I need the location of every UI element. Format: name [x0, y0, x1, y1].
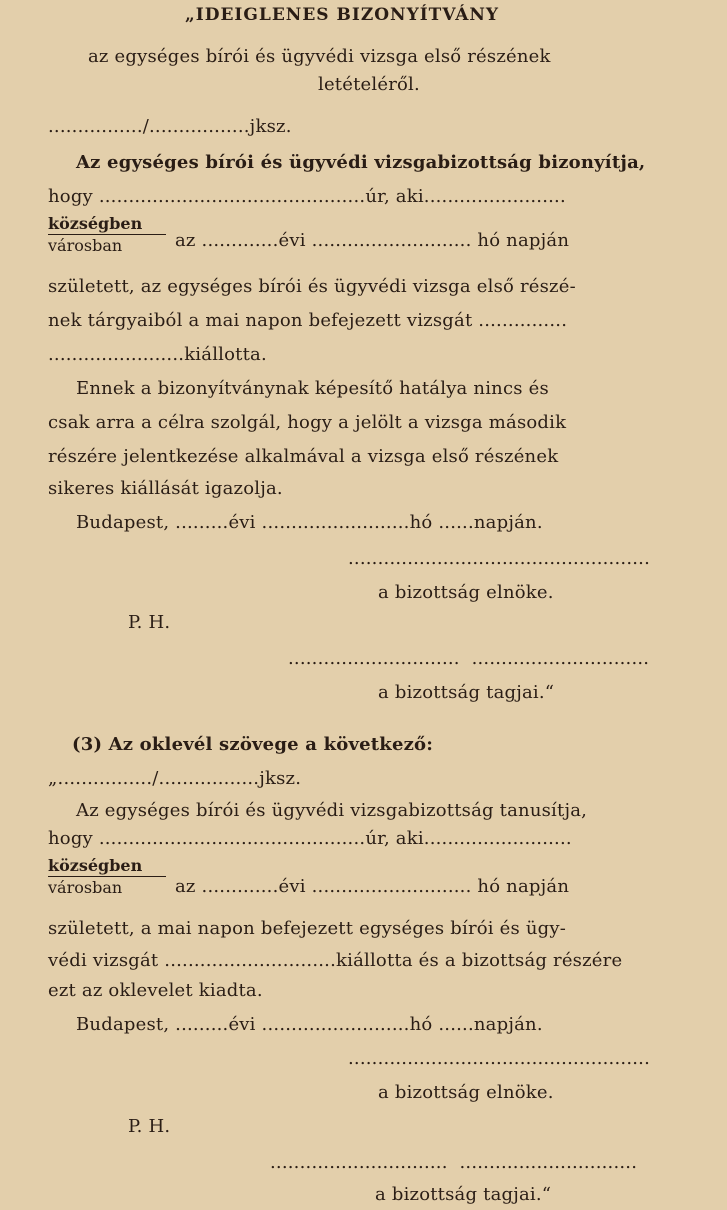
place-option-town: városban — [48, 878, 123, 897]
diploma-chair-signature-line: ................................................... — [348, 1048, 651, 1069]
document-subtitle-line-2: letételéről. — [318, 74, 420, 95]
certificate-chair-label: a bizottság elnöke. — [378, 582, 554, 603]
diploma-intro: (3) Az oklevél szövege a következő: — [72, 734, 434, 755]
diploma-seal-mark: P. H. — [128, 1116, 171, 1137]
diploma-text-line: védi vizsgát .............................kiállotta és a bizottság részére — [48, 950, 623, 971]
certificate-text-line: sikeres kiállását igazolja. — [48, 478, 283, 499]
certificate-text-line: nek tárgyaiból a mai napon befejezett vizsgát ............... — [48, 310, 568, 331]
diploma-members-label: a bizottság tagjai.“ — [375, 1184, 552, 1205]
document-subtitle-line-1: az egységes bírói és ügyvédi vizsga első részének — [88, 46, 551, 67]
certificate-seal-mark: P. H. — [128, 612, 171, 633]
diploma-text-line: ezt az oklevelet kiadta. — [48, 980, 263, 1001]
certificate-text-line: Ennek a bizonyítványnak képesítő hatálya nincs és — [76, 378, 549, 399]
diploma-date-line: Budapest, .........évi .........................hó ......napján. — [76, 1014, 543, 1035]
diploma-members-signature-line: .............................. .............................. — [270, 1152, 638, 1173]
certificate-members-signature-line: ............................. .............................. — [288, 648, 650, 669]
place-option-village: községben — [48, 856, 143, 875]
diploma-reference-line: „................/.................jksz. — [48, 768, 302, 789]
certificate-text-line: Az egységes bírói és ügyvédi vizsgabizottság bizonyítja, — [76, 152, 646, 173]
fraction-rule — [48, 234, 166, 235]
certificate-text-line: .......................kiállotta. — [48, 344, 267, 365]
diploma-text-line: Az egységes bírói és ügyvédi vizsgabizottság tanusítja, — [76, 800, 588, 821]
certificate-chair-signature-line: ................................................... — [348, 548, 651, 569]
diploma-chair-label: a bizottság elnöke. — [378, 1082, 554, 1103]
certificate-reference-line: ................/.................jksz. — [48, 116, 292, 137]
certificate-text-line: az .............évi ........................... hó napján — [175, 230, 570, 251]
certificate-place-fraction — [48, 214, 166, 255]
certificate-text-line: született, az egységes bírói és ügyvédi vizsga első részé- — [48, 276, 576, 297]
fraction-rule — [48, 876, 166, 877]
certificate-text-line: hogy .............................................úr, aki........................ — [48, 186, 566, 207]
document-title: „IDEIGLENES BIZONYÍTVÁNY — [185, 5, 500, 25]
diploma-text-line: az .............évi ........................... hó napján — [175, 876, 570, 897]
diploma-text-line: hogy .............................................úr, aki......................... — [48, 828, 572, 849]
certificate-date-line: Budapest, .........évi .........................hó ......napján. — [76, 512, 543, 533]
certificate-members-label: a bizottság tagjai.“ — [378, 682, 555, 703]
diploma-place-fraction — [48, 856, 166, 897]
diploma-text-line: született, a mai napon befejezett egységes bírói és ügy- — [48, 918, 567, 939]
place-option-village: községben — [48, 214, 143, 233]
place-option-town: városban — [48, 236, 123, 255]
certificate-text-line: részére jelentkezése alkalmával a vizsga első részének — [48, 446, 559, 467]
certificate-text-line: csak arra a célra szolgál, hogy a jelölt a vizsga második — [48, 412, 567, 433]
